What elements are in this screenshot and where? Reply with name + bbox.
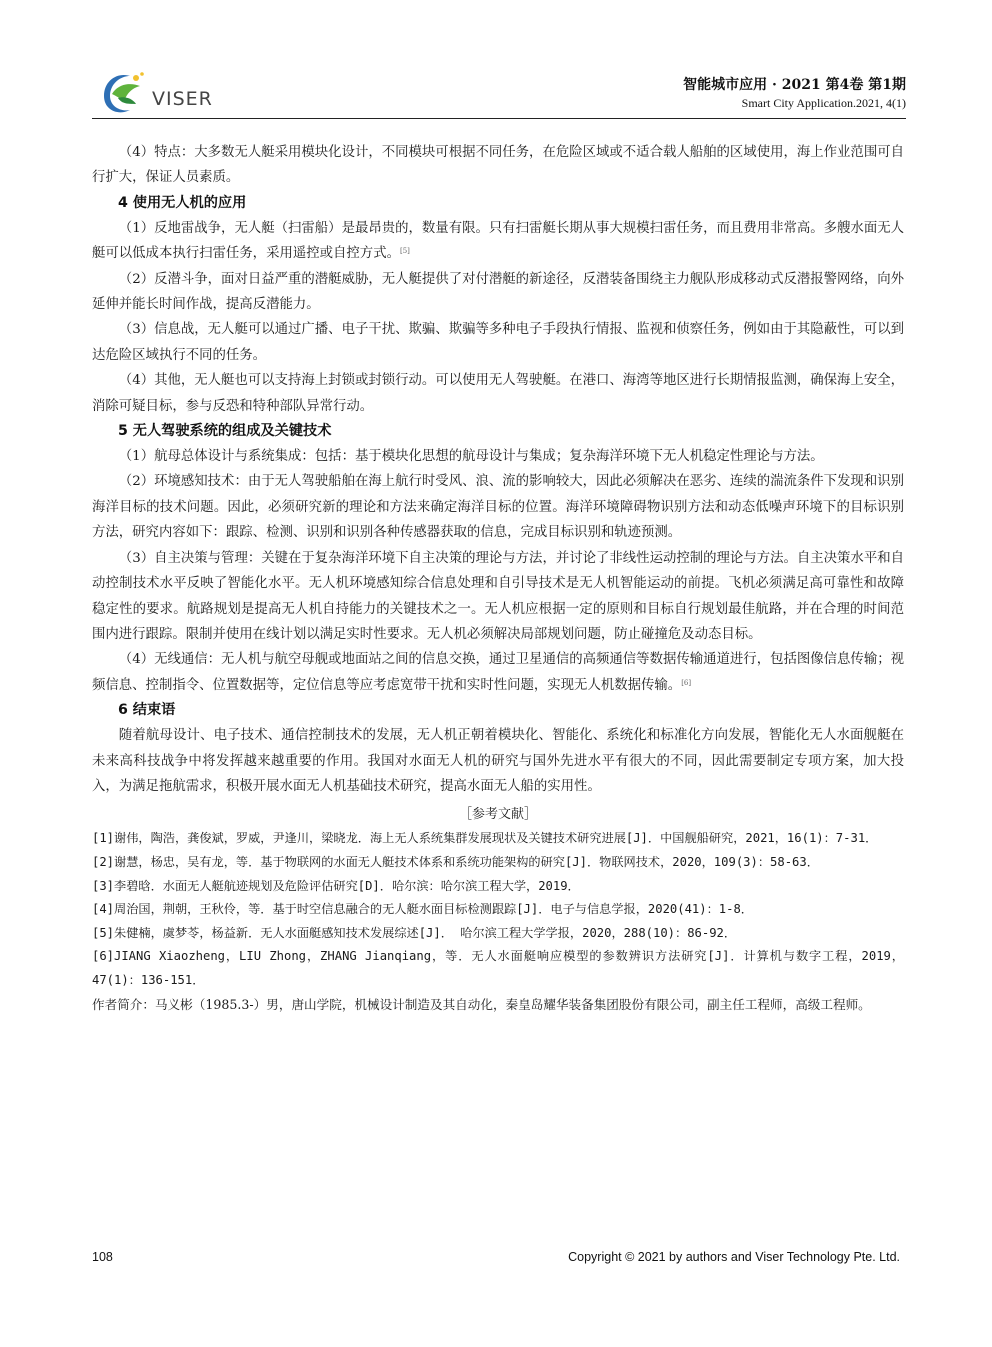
paragraph-4-1-text: （1）反地雷战争，无人艇（扫雷船）是最昂贵的，数量有限。只有扫雷艇长期从事大规模扫雷任务，而且费用非常高。多艘水面无人艇可以低成本执行扫雷任务，采用遥控或自控方式。 — [92, 220, 904, 262]
section-heading-4: 4 使用无人机的应用 — [118, 194, 247, 211]
paragraph-4-3: （3）信息战，无人艇可以通过广播、电子干扰、欺骗、欺骗等多种电子手段执行情报、监视和侦察任务，例如由于其隐蔽性，可以到达危险区域执行不同的任务。 — [92, 322, 904, 363]
journal-title: 智能城市应用 · 2021 第4卷 第1期 — [683, 77, 906, 93]
reference-item: [1]谢伟，陶浩，龚俊斌，罗威，尹逢川，梁晓龙．海上无人系统集群发展现状及关键技术研究进展[J]．中国舰船研究，2021，16(1)：7-31． — [92, 831, 878, 846]
paragraph-5-4-text: （4）无线通信：无人机与航空母舰或地面站之间的信息交换，通过卫星通信的高频通信等数据传输通道进行，包括图像信息传输；视频信息、控制指令、位置数据等，定位信息等应考虑宽带干扰和实时性问题，实现无人机数据传输。 — [92, 652, 904, 693]
paragraph-5-1: （1）航母总体设计与系统集成：包括：基于模块化思想的航母设计与集成；复杂海洋环境下无人机稳定性理论与方法。 — [118, 449, 824, 465]
citation-6: [6] — [681, 678, 692, 687]
article-body — [92, 140, 904, 1016]
page-number: 108 — [92, 1250, 113, 1264]
section-heading-6: 6 结束语 — [118, 702, 176, 719]
paragraph-6-1: 随着航母设计、电子技术、通信控制技术的发展，无人机正朝着模块化、智能化、系统化和标准化方向发展，智能化无人水面舰艇在未来高科技战争中将发挥越来越重要的作用。我国对水面无人机的研究与国外先进水平有很大的不同，因此需要制定专项方案，加大投入，为满足拖航需求，积极开展水面无人机基础技术研究，提高水面无人船的实用性。 — [92, 728, 904, 794]
paragraph-4-4: （4）其他，无人艇也可以支持海上封锁或封锁行动。可以使用无人驾驶艇。在港口、海湾等地区进行长期情报监测，确保海上安全，消除可疑目标，参与反恐和特种部队异常行动。 — [92, 373, 904, 414]
paragraph-4-2: （2）反潜斗争，面对日益严重的潜艇威胁，无人艇提供了对付潜艇的新途径，反潜装备围绕主力舰队形成移动式反潜报警网络，向外延伸并能长时间作战，提高反潜能力。 — [92, 271, 904, 313]
copyright-notice: Copyright © 2021 by authors and Viser Technology Pte. Ltd. — [568, 1250, 900, 1264]
paragraph-5-4 — [92, 647, 904, 698]
logo-text: VISER — [152, 88, 213, 110]
reference-item: [5]朱健楠，虞梦苓，杨益新．无人水面艇感知技术发展综述[J]． 哈尔滨工程大学学报，2020，288(10)：86-92． — [92, 925, 737, 940]
references-heading: ［参考文献］ — [458, 807, 537, 823]
header-rule — [92, 118, 906, 119]
reference-item: [6]JIANG Xiaozheng，LIU Zhong，ZHANG Jianqiang，等．无人水面艇响应模型的参数辨识方法研究[J]．计算机与数字工程，2019，47(1)：136-151． — [92, 949, 904, 987]
paragraph-feature: （4）特点：大多数无人艇采用模块化设计，不同模块可根据不同任务，在危险区域或不适合载人船舶的区域使用，海上作业范围可自行扩大，保证人员素质。 — [92, 145, 904, 186]
paragraph-4-1 — [92, 216, 904, 267]
reference-item: [4]周治国，荆朝，王秋伶，等．基于时空信息融合的无人艇水面目标检测跟踪[J]．电子与信息学报，2020(41)：1-8． — [92, 902, 753, 917]
reference-item: [3]李碧晗．水面无人艇航迹规划及危险评估研究[D]．哈尔滨：哈尔滨工程大学，2019． — [92, 878, 580, 893]
viser-logo — [96, 68, 213, 116]
reference-item: [2]谢慧，杨忠，吴有龙，等．基于物联网的水面无人艇技术体系和系统功能架构的研究[J]．物联网技术，2020，109(3)：58-63． — [92, 854, 819, 869]
citation-5: [5] — [399, 247, 410, 256]
author-note: 作者简介：马义彬（1985.3-）男，唐山学院，机械设计制造及其自动化，秦皇岛耀华装备集团股份有限公司，副主任工程师，高级工程师。 — [92, 996, 871, 1012]
page-header — [92, 62, 906, 118]
section-heading-5: 5 无人驾驶系统的组成及关键技术 — [118, 423, 332, 440]
paragraph-5-3: （3）自主决策与管理：关键在于复杂海洋环境下自主决策的理论与方法，并讨论了非线性运动控制的理论与方法。自主决策水平和自动控制技术水平反映了智能化水平。无人机环境感知综合信息处理和自引导技术是无人机智能运动的前提。飞机必须满足高可靠性和故障稳定性的要求。航路规划是提高无人机自持能力的关键技术之一。无人机应根据一定的原则和目标自行规划最佳航路，并在合理的时间范围内进行跟踪。限制并使用在线计划以满足实时性要求。无人机必须解决局部规划问题，防止碰撞危及动态目标。 — [92, 550, 904, 642]
paragraph-5-2: （2）环境感知技术：由于无人驾驶船舶在海上航行时受风、浪、流的影响较大，因此必须解决在恶劣、连续的湍流条件下发现和识别海洋目标的技术问题。因此，必须研究新的理论和方法来确定海洋目标的位置。海洋环境障碍物识别方法和动态低噪声环境下的目标识别方法，研究内容如下：跟踪、检测、识别和识别各种传感器获取的信息，完成目标识别和轨迹预测。 — [92, 474, 904, 541]
journal-title-en: Smart City Application.2021, 4(1) — [741, 96, 906, 110]
viser-logo-icon — [96, 68, 152, 116]
